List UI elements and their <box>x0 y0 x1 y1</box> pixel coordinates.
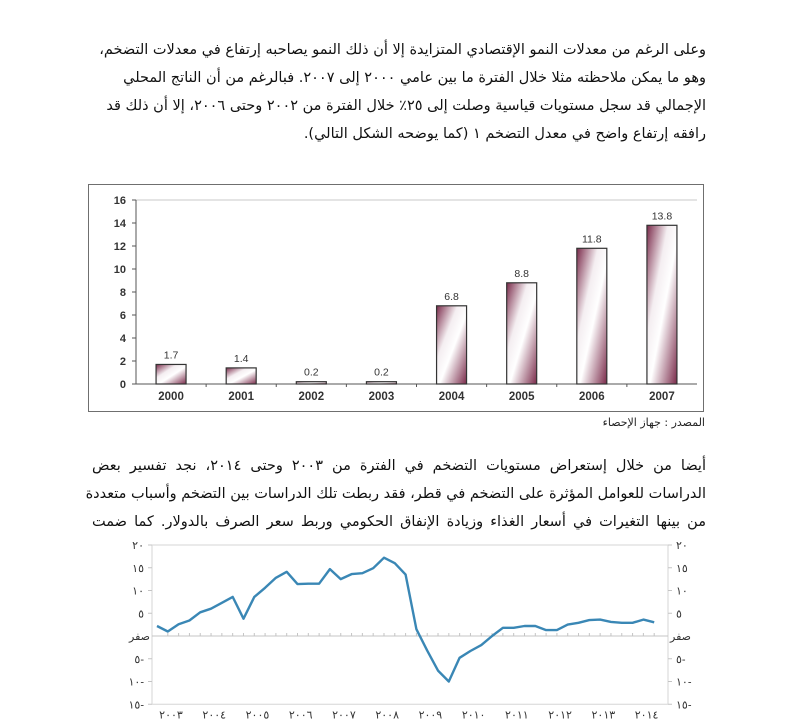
bar-value-label: 1.4 <box>233 352 249 365</box>
bar-2002 <box>296 382 326 384</box>
y-tick-label: 8 <box>119 287 126 299</box>
left-y-tick-label: ٢٠ <box>132 540 144 552</box>
bar-2004 <box>437 306 467 384</box>
x-tick-label: 2002 <box>298 391 325 403</box>
y-tick-label: 4 <box>119 333 126 345</box>
analysis-paragraph <box>85 452 706 536</box>
paragraph-line: وعلى الرغم من معدلات النمو الإقتصادي المتزايدة إلا أن ذلك النمو يصاحبه إرتفاع في معدلات التضخم، <box>99 42 706 58</box>
bar-2007 <box>647 225 677 384</box>
x-tick-label: 2007 <box>649 391 675 403</box>
y-tick-label: 0 <box>119 379 126 391</box>
bar-value-label: 1.7 <box>163 349 179 362</box>
y-tick-label: 12 <box>113 241 126 253</box>
inflation-bar-chart <box>88 184 704 412</box>
left-y-tick-label: ١٥ <box>132 562 144 575</box>
right-y-tick-label: ٥ <box>676 608 682 621</box>
left-y-tick-label: ١٠ <box>132 585 144 598</box>
right-y-tick-label: ٢٠ <box>676 540 688 552</box>
inflation-line-chart <box>90 538 710 722</box>
paragraph-line: وهو ما يمكن ملاحظته مثلا خلال الفترة ما بين عامي ٢٠٠٠ إلى ٢٠٠٧. فبالرغم من أن الناتج المحلي <box>123 70 706 86</box>
x-tick-label: ٢٠٠٣ <box>159 709 183 722</box>
paragraph-line: الدراسات للعوامل المؤثرة على التضخم في قطر، فقد ربطت تلك الدراسات بين التضخم وأسباب متعددة <box>85 486 706 502</box>
x-tick-label: ٢٠١٣ <box>591 709 616 722</box>
bar-value-label: 13.8 <box>651 210 673 223</box>
paragraph-line: أيضا من خلال إستعراض مستويات التضخم في الفترة من ٢٠٠٣ وحتى ٢٠١٤، نجد تفسير بعض <box>92 458 706 474</box>
x-tick-label: ٢٠٠٨ <box>375 709 399 722</box>
bar-2003 <box>366 382 396 384</box>
paragraph-line: من بينها التغيرات في أسعار الغذاء وزيادة الإنفاق الحكومي وربط سعر الصرف بالدولار. كما ضمت <box>92 514 706 530</box>
left-y-tick-label: ٥ <box>138 608 144 621</box>
x-tick-label: ٢٠٠٧ <box>332 709 356 722</box>
right-y-tick-label: ٥- <box>676 653 686 666</box>
x-tick-label: ٢٠١١ <box>505 709 529 722</box>
left-y-tick-label: صفر <box>129 631 150 643</box>
left-y-tick-label: ١٠- <box>128 676 144 689</box>
x-tick-label: 2005 <box>508 391 535 403</box>
right-y-tick-label: صفر <box>670 631 691 643</box>
x-tick-label: ٢٠٠٩ <box>418 709 443 722</box>
inflation-line <box>157 558 654 682</box>
x-tick-label: 2001 <box>228 391 254 403</box>
left-y-tick-label: ٥- <box>134 653 144 666</box>
bar-chart-canvas <box>89 185 702 410</box>
x-tick-label: ٢٠١٠ <box>461 709 486 722</box>
bar-2000 <box>156 364 186 384</box>
y-tick-label: 16 <box>113 195 126 207</box>
bar-value-label: 8.8 <box>514 267 529 280</box>
bar-2001 <box>226 368 256 384</box>
bar-value-label: 6.8 <box>444 290 459 303</box>
x-tick-label: 2000 <box>158 391 184 403</box>
right-y-tick-label: ١٠- <box>676 676 692 689</box>
source-note: المصدر : جهاز الإحصاء <box>602 416 705 429</box>
x-tick-label: ٢٠١٢ <box>548 709 572 722</box>
y-tick-label: 2 <box>119 356 126 368</box>
y-tick-label: 14 <box>113 218 126 230</box>
x-tick-label: ٢٠٠٥ <box>245 709 270 722</box>
line-chart-canvas <box>90 538 710 722</box>
right-y-tick-label: ١٥- <box>676 699 692 712</box>
y-tick-label: 10 <box>113 264 126 276</box>
x-tick-label: 2006 <box>579 391 605 403</box>
paragraph-line: رافقه إرتفاع واضح في معدل التضخم ١ (كما يوضحه الشكل التالي). <box>303 126 706 142</box>
bar-value-label: 0.2 <box>374 366 389 379</box>
y-tick-label: 6 <box>119 310 126 322</box>
bar-value-label: 11.8 <box>581 233 602 246</box>
x-tick-label: ٢٠٠٦ <box>288 709 313 722</box>
bar-value-label: 0.2 <box>304 366 319 379</box>
x-tick-label: 2004 <box>438 391 465 403</box>
x-tick-label: ٢٠١٤ <box>634 709 659 722</box>
right-y-tick-label: ١٥ <box>676 562 688 575</box>
intro-paragraph <box>99 36 706 148</box>
left-y-tick-label: ١٥- <box>128 699 144 712</box>
paragraph-line: الإجمالي قد سجل مستويات قياسية وصلت إلى ٢٥٪ خلال الفترة من ٢٠٠٢ وحتى ٢٠٠٦، إلا أن ذلك قد <box>106 98 706 114</box>
bar-2006 <box>577 248 607 384</box>
x-tick-label: 2003 <box>368 391 395 403</box>
bar-2005 <box>507 283 537 384</box>
right-y-tick-label: ١٠ <box>676 585 688 598</box>
x-tick-label: ٢٠٠٤ <box>202 709 227 722</box>
